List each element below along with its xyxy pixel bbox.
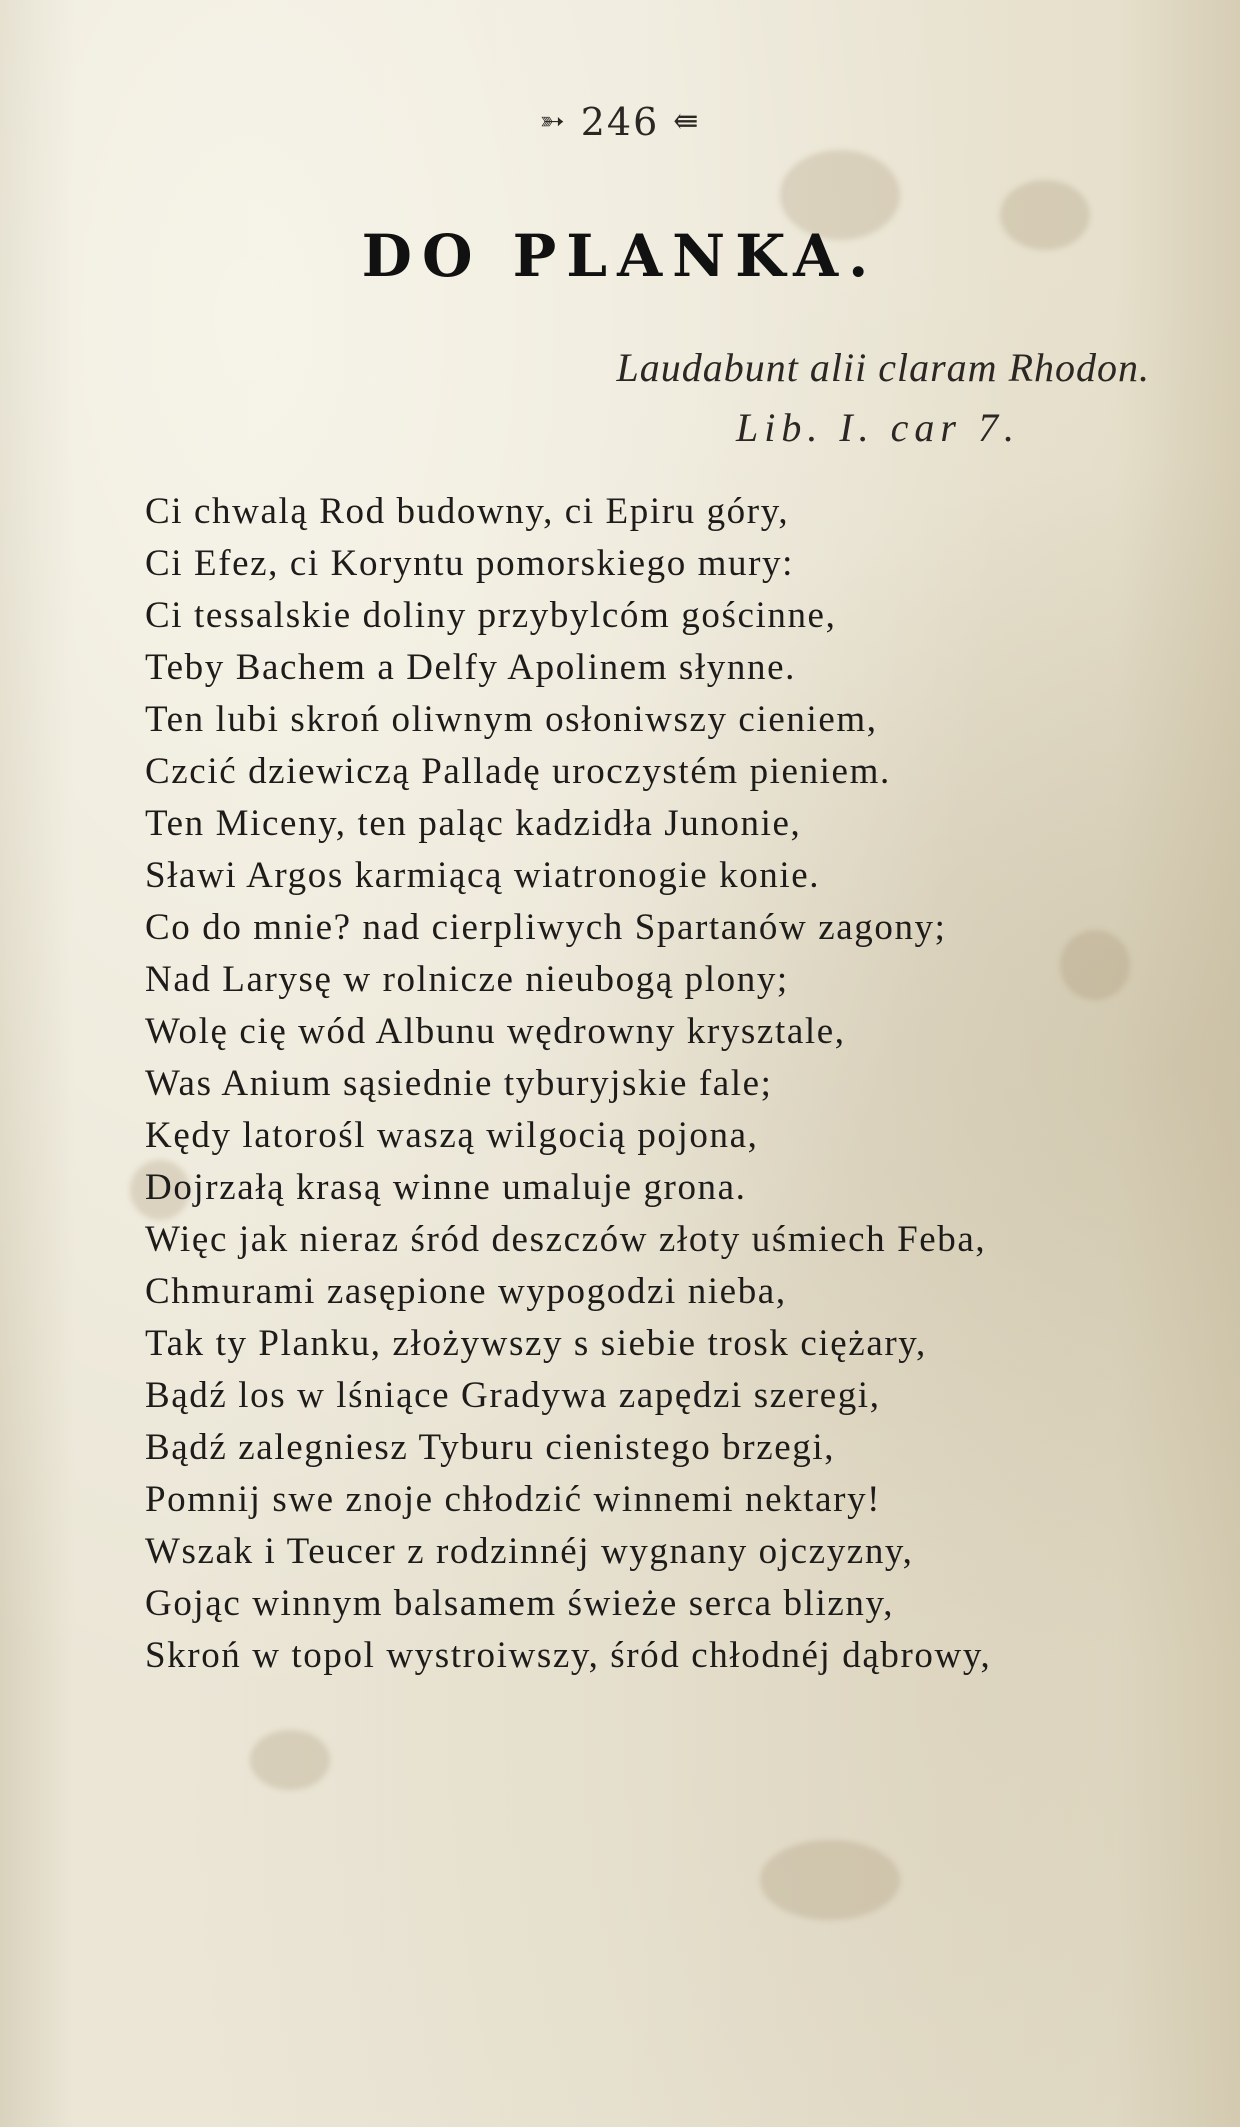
poem-line: Tak ty Planku, złożywszy s siebie trosk ciężary, [145, 1323, 927, 1364]
foxing-spot [760, 1840, 900, 1920]
ornament-right-icon: ⇚ [673, 104, 701, 139]
poem-line: Chmurami zasępione wypogodzi nieba, [145, 1271, 787, 1312]
poem-line: Ten Miceny, ten paląc kadzidła Junonie, [145, 803, 802, 844]
ornament-left-icon: ➳ [539, 104, 567, 139]
poem-line: Wolę cię wód Albunu wędrowny krysztale, [145, 1011, 846, 1052]
page-number [0, 100, 1240, 144]
foxing-spot [1060, 930, 1130, 1000]
poem-body [145, 486, 991, 1682]
poem-line: Co do mnie? nad cierpliwych Spartanów zagony; [145, 907, 947, 948]
poem-line: Dojrzałą krasą winne umaluje grona. [145, 1167, 747, 1208]
poem-line: Skroń w topol wystroiwszy, śród chłodnéj dąbrowy, [145, 1635, 992, 1676]
poem-line: Sławi Argos karmiącą wiatronogie konie. [145, 855, 821, 896]
poem-line: Gojąc winnym balsamem świeże serca blizny, [145, 1583, 895, 1624]
page-number-value: 246 [580, 100, 660, 144]
poem-line: Ci Efez, ci Koryntu pomorskiego mury: [145, 543, 795, 584]
poem-line: Ten lubi skroń oliwnym osłoniwszy cieniem, [145, 699, 878, 740]
poem-line: Nad Larysę w rolnicze nieubogą plony; [145, 959, 789, 1000]
poem-line: Wszak i Teucer z rodzinnéj wygnany ojczyzny, [145, 1531, 914, 1572]
epigraph-line-2: Lib. I. car 7. [736, 405, 1020, 450]
poem-line: Bądź zalegniesz Tyburu cienistego brzegi, [145, 1427, 836, 1468]
poem-line: Pomnij swe znoje chłodzić winnemi nektary! [145, 1479, 882, 1520]
poem-line: Ci chwalą Rod budowny, ci Epiru góry, [145, 491, 790, 532]
epigraph-line-1: Laudabunt alii claram Rhodon. [616, 345, 1150, 390]
poem-line: Więc jak nieraz śród deszczów złoty uśmiech Feba, [145, 1219, 987, 1260]
poem-line: Bądź los w lśniące Gradywa zapędzi szeregi, [145, 1375, 881, 1416]
poem-line: Czcić dziewiczą Palladę uroczystém pieniem. [145, 751, 891, 792]
poem-title: DO PLANKA. [361, 222, 879, 290]
poem-line: Teby Bachem a Delfy Apolinem słynne. [145, 647, 796, 688]
foxing-spot [250, 1730, 330, 1790]
poem-line: Ci tessalskie doliny przybylcóm gościnne, [145, 595, 837, 636]
poem-line: Was Anium sąsiednie tyburyjskie fale; [145, 1063, 773, 1104]
poem-line: Kędy latorośl waszą wilgocią pojona, [145, 1115, 759, 1156]
